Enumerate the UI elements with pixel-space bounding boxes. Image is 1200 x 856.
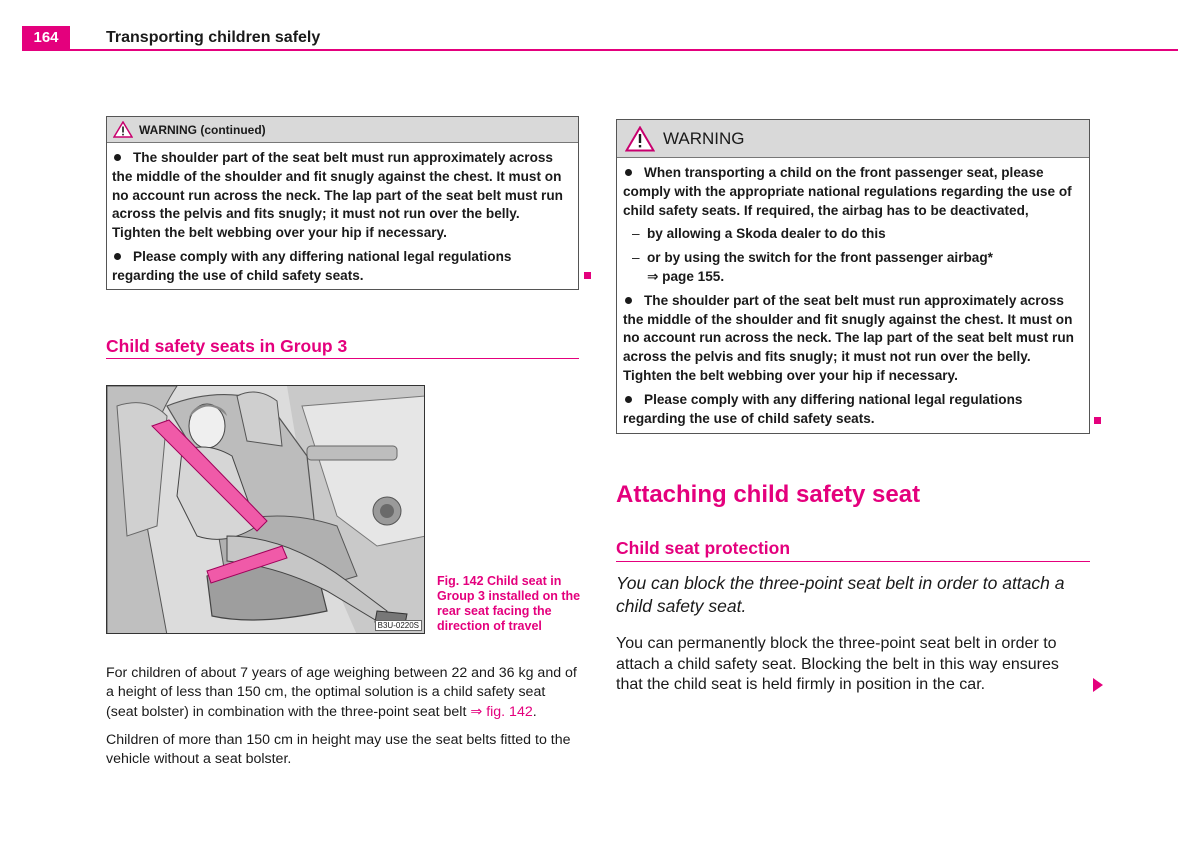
- section-heading: Attaching child safety seat: [616, 481, 921, 508]
- body-paragraph: You can permanently block the three-point seat belt in order to attach a child safety seat. Blocking the belt in this way ensures that the child seat is held firmly in position in the car.: [616, 635, 1059, 693]
- page-header-title: Transporting children safely: [106, 29, 321, 46]
- warning-item: When transporting a child on the front passenger seat, please comply with the appropriate national regulations regarding the use of child safety seats. If required, the airbag has to be deactivated,: [623, 165, 1072, 218]
- page-number: 164: [22, 26, 70, 50]
- bullet-icon: [625, 297, 632, 304]
- section-end-mark: [584, 272, 591, 279]
- left-body-text: [106, 664, 580, 778]
- warning-header: [107, 117, 578, 143]
- bullet-icon: [114, 154, 121, 161]
- header-rule: [22, 49, 1178, 51]
- warning-item: The shoulder part of the seat belt must run approximately across the middle of the shoulder and fit snugly against the chest. It must on no account run across the neck. The lap part of the seat belt must run across the pelvis and fits snugly; it must not run over the belly. Tighten the belt webbing over your hip if necessary.: [112, 150, 563, 241]
- continue-arrow-icon: [1093, 678, 1103, 692]
- warning-triangle-icon: [113, 121, 133, 138]
- subsection-heading-rule: [616, 561, 1090, 562]
- warning-box-continued: [106, 116, 579, 290]
- intro-text: You can block the three-point seat belt in order to attach a child safety seat.: [616, 573, 1065, 616]
- warning-subitem: – or by using the switch for the front passenger airbag* ⇒ page 155.: [632, 250, 993, 284]
- warning-triangle-icon: [625, 126, 655, 152]
- subsection-heading: Child seat protection: [616, 538, 791, 558]
- bullet-icon: [625, 396, 632, 403]
- warning-box: [616, 119, 1090, 434]
- page-reference-link[interactable]: ⇒ page 155.: [647, 268, 725, 284]
- warning-title: WARNING (continued): [139, 122, 266, 137]
- warning-header: [617, 120, 1089, 158]
- warning-item: Please comply with any differing national legal regulations regarding the use of child safety seats.: [112, 248, 512, 283]
- figure-reference-link[interactable]: ⇒ fig. 142: [470, 703, 533, 720]
- child-seat-illustration: [107, 386, 425, 634]
- warning-body: [107, 143, 578, 286]
- warning-title: WARNING: [663, 128, 745, 148]
- group3-heading: Child safety seats in Group 3: [106, 336, 348, 356]
- warning-subitem: – by allowing a Skoda dealer to do this: [632, 226, 886, 242]
- group3-heading-rule: [106, 358, 579, 359]
- bullet-icon: [114, 253, 121, 260]
- warning-item: The shoulder part of the seat belt must run approximately across the middle of the shoulder and fit snugly against the chest. It must on no account run across the neck. The lap part of the seat belt must run across the pelvis and fits snugly; it must not run over the belly. Tighten the belt webbing over your hip if necessary.: [623, 292, 1074, 383]
- bullet-icon: [625, 169, 632, 176]
- paragraph: For children of about 7 years of age weighing between 22 and 36 kg and of a height of less than 150 cm, the optimal solution is a child safety seat (seat bolster) in combination with the three-point seat belt ⇒ fig. 142.: [106, 665, 577, 720]
- warning-body: [617, 158, 1089, 428]
- warning-item: Please comply with any differing national legal regulations regarding the use of child safety seats.: [623, 391, 1023, 426]
- figure-code: B3U-0220S: [375, 620, 422, 631]
- figure-child-seat-group3: [106, 385, 425, 634]
- section-end-mark: [1094, 417, 1101, 424]
- figure-caption: Fig. 142 Child seat in Group 3 installed on the rear seat facing the direction of travel: [437, 574, 581, 633]
- paragraph: Children of more than 150 cm in height may use the seat belts fitted to the vehicle without a seat bolster.: [106, 731, 571, 768]
